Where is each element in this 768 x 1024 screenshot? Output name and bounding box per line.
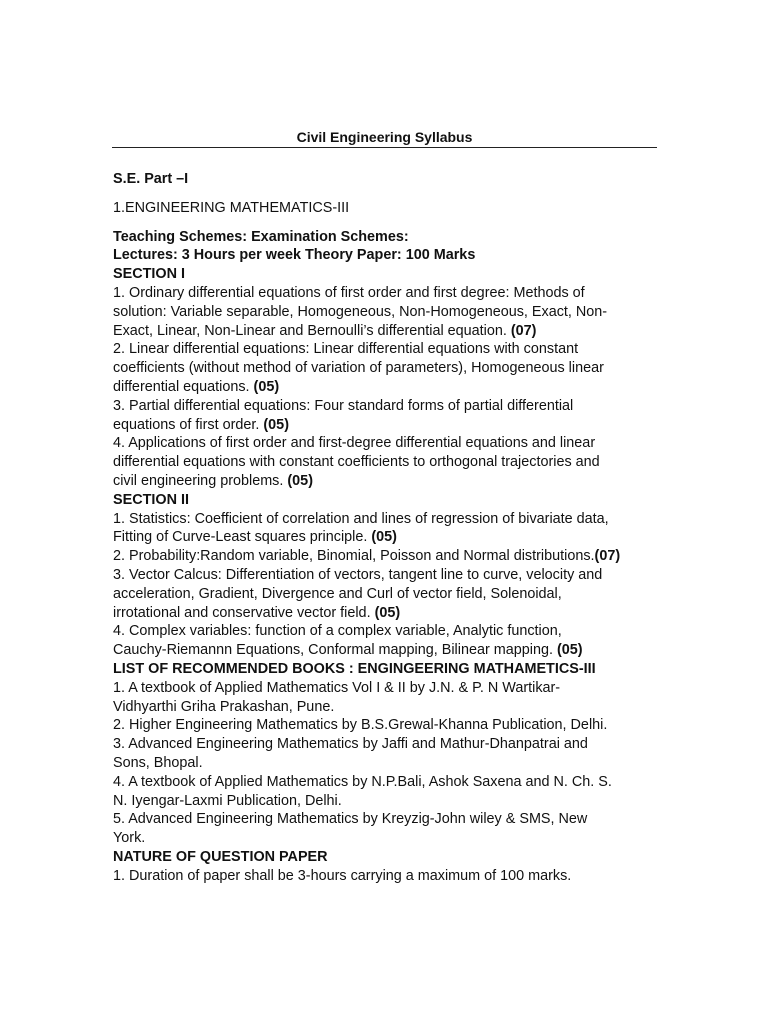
text-line: [113, 547, 663, 566]
text-line: [113, 528, 663, 547]
line-text: 3. Vector Calcus: Differentiation of vectors, tangent line to curve, velocity and: [113, 566, 603, 583]
section-heading: [113, 848, 663, 867]
line-text: irrotational and conservative vector field.: [113, 604, 371, 621]
line-text: York.: [113, 830, 146, 847]
line-text: 3. Advanced Engineering Mathematics by Jaffi and Mathur-Dhanpatrai and: [113, 736, 588, 753]
line-text: differential equations with constant coefficients to orthogonal trajectories and: [113, 454, 600, 471]
line-text: Exact, Linear, Non-Linear and Bernoulli’s differential equation.: [113, 322, 507, 339]
line-text: Sons, Bhopal.: [113, 754, 203, 771]
line-text: S.E. Part –I: [113, 171, 189, 187]
line-text: LIST OF RECOMMENDED BOOKS : ENGINGEERING MATHAMETICS-III: [113, 660, 596, 677]
text-line: [113, 434, 663, 453]
line-text: coefficients (without method of variation of parameters), Homogeneous linear: [113, 360, 604, 377]
line-text: 1. Statistics: Coefficient of correlation and lines of regression of bivariate data,: [113, 510, 609, 527]
text-line: [113, 585, 663, 604]
section-heading: [113, 660, 663, 679]
text-line: [113, 735, 663, 754]
paragraph-gap: [113, 189, 663, 199]
text-line: [113, 510, 663, 529]
line-text: Vidhyarthi Griha Prakashan, Pune.: [113, 698, 335, 715]
line-text: 1.ENGINEERING MATHEMATICS-III: [113, 199, 350, 216]
line-text: 2. Higher Engineering Mathematics by B.S.Grewal-Khanna Publication, Delhi.: [113, 717, 608, 734]
text-line: [113, 641, 663, 660]
line-text: differential equations.: [113, 378, 250, 395]
section-heading: [113, 246, 663, 265]
text-line: [113, 810, 663, 829]
line-text: 5. Advanced Engineering Mathematics by Kreyzig-John wiley & SMS, New: [113, 811, 588, 828]
section-heading: [113, 228, 663, 247]
section-heading: [113, 170, 663, 189]
text-line: [113, 566, 663, 585]
hours-marker: (05): [552, 642, 583, 659]
text-line: [113, 754, 663, 773]
line-text: 4. A textbook of Applied Mathematics by N.P.Bali, Ashok Saxena and N. Ch. S.: [113, 773, 612, 790]
text-line: [113, 199, 663, 218]
text-line: [113, 604, 663, 623]
line-text: 3. Partial differential equations: Four standard forms of partial differential: [113, 397, 574, 414]
text-line: [113, 622, 663, 641]
hours-marker: (05): [367, 529, 397, 546]
text-line: [113, 322, 663, 341]
hours-marker: (05): [370, 604, 401, 621]
hours-marker: (05): [283, 472, 313, 489]
line-text: N. Iyengar-Laxmi Publication, Delhi.: [113, 792, 342, 809]
paragraph-gap: [113, 218, 663, 228]
document-body: [113, 170, 663, 885]
text-line: [113, 716, 663, 735]
text-line: [113, 359, 663, 378]
text-line: [113, 453, 663, 472]
line-text: 4. Complex variables: function of a complex variable, Analytic function,: [113, 623, 562, 640]
text-line: [113, 284, 663, 303]
line-text: Fitting of Curve-Least squares principle.: [113, 529, 368, 546]
text-line: [113, 792, 663, 811]
line-text: 4. Applications of first order and first-degree differential equations and linear: [113, 435, 596, 452]
line-text: acceleration, Gradient, Divergence and Curl of vector field, Solenoidal,: [113, 585, 562, 602]
line-text: SECTION II: [113, 491, 189, 508]
text-line: [113, 340, 663, 359]
hours-marker: (05): [249, 378, 280, 395]
hours-marker: (07): [594, 548, 621, 565]
title-underline: [112, 147, 657, 148]
text-line: [113, 303, 663, 322]
hours-marker: (07): [506, 322, 537, 339]
line-text: Teaching Schemes: Examination Schemes:: [113, 228, 409, 245]
text-line: [113, 773, 663, 792]
text-line: [113, 416, 663, 435]
text-line: [113, 378, 663, 397]
text-line: [113, 397, 663, 416]
text-line: [113, 679, 663, 698]
line-text: 1. Duration of paper shall be 3-hours carrying a maximum of 100 marks.: [113, 867, 572, 884]
section-heading: [113, 265, 663, 284]
line-text: 1. Ordinary differential equations of first order and first degree: Methods of: [113, 284, 585, 301]
line-text: 2. Linear differential equations: Linear differential equations with constant: [113, 341, 579, 358]
text-line: [113, 472, 663, 491]
line-text: civil engineering problems.: [113, 472, 284, 489]
document-title: Civil Engineering Syllabus: [296, 129, 473, 145]
line-text: NATURE OF QUESTION PAPER: [113, 848, 328, 865]
line-text: 2. Probability:Random variable, Binomial, Poisson and Normal distributions.: [113, 548, 595, 565]
text-line: [113, 867, 663, 886]
line-text: Lectures: 3 Hours per week Theory Paper: 100 Marks: [113, 247, 476, 264]
text-line: [113, 829, 663, 848]
line-text: Cauchy-Riemannn Equations, Conformal mapping, Bilinear mapping.: [113, 642, 553, 659]
line-text: solution: Variable separable, Homogeneous, Non-Homogeneous, Exact, Non-: [113, 303, 608, 320]
line-text: SECTION I: [113, 266, 185, 283]
line-text: equations of first order.: [113, 416, 260, 433]
line-text: 1. A textbook of Applied Mathematics Vol I & II by J.N. & P. N Wartikar-: [113, 679, 561, 696]
hours-marker: (05): [259, 416, 289, 433]
text-line: [113, 698, 663, 717]
section-heading: [113, 491, 663, 510]
